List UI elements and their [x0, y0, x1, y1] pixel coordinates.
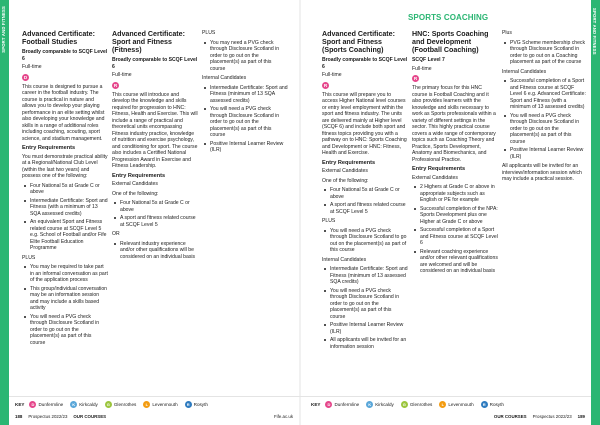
footer-left [15, 414, 106, 419]
key-badge: L [143, 401, 150, 408]
key-name: Levenmouth [448, 402, 474, 407]
internal-list [322, 266, 408, 350]
internal-list [202, 85, 288, 154]
site-link[interactable]: Fife.ac.uk [274, 414, 294, 419]
side-tab-right [591, 0, 600, 425]
footer-site [274, 414, 293, 419]
list-item: A sport and fitness related course at SCQF Level 5 [112, 215, 198, 228]
list-item: You may need a PVG check through Disclosure Scotland in order to go out on the placement(s) as part of this course [202, 40, 288, 73]
entry-text: One of the following: [322, 177, 369, 184]
list-item: Intermediate Certificate: Sport and Fitness (minimum of 13 SQA assessed credits) [202, 85, 288, 105]
campus-key-left [15, 401, 212, 408]
entry-list [412, 184, 498, 275]
key-name: Glenrothes [113, 402, 137, 407]
section-title: SPORTS COACHING [408, 13, 489, 22]
key-badge: K [366, 401, 373, 408]
key-badge: L [439, 401, 446, 408]
course-sport-fitness [112, 30, 198, 263]
entry-list [322, 187, 408, 215]
key-badge: D [325, 401, 332, 408]
entry-heading: Entry Requirements [412, 166, 466, 172]
plus-list [202, 40, 288, 73]
course-mode: Full-time [112, 72, 132, 78]
key-name: Levenmouth [152, 402, 178, 407]
course-mode: Full-time [412, 65, 432, 72]
internal-heading: Internal Candidates [202, 75, 247, 81]
list-item: Positive Internal Learner Review (ILR) [202, 141, 288, 154]
course-intro: The primary focus for this HNC course is Football Coaching and it also provides learners with the knowledge and skills necessary to work as Sports professionals within a variety of different settings in the sector. This highly practical course covers a wide range of contemporary topics such as Coaching Theory and Practice, Sports Development, Anatomy and Biomechanics, and Professional Practice. [412, 85, 496, 163]
list-item: Intermediate Certificate: Sport and Fitness (with a minimum of 13 SQA assessed credits) [22, 198, 108, 218]
campus-badge: R [413, 76, 418, 81]
or-list [112, 241, 198, 261]
course-mode: Full-time [22, 64, 42, 70]
key-badge: K [70, 401, 77, 408]
key-name: Kirkcaldy [79, 402, 98, 407]
key-item-dunfermline [29, 401, 63, 408]
campus-badge: R [113, 82, 118, 88]
entry-heading: Entry Requirements [112, 172, 166, 179]
course-sports-coaching [322, 30, 408, 353]
plus-label: Plus [502, 30, 512, 36]
course-intro: This course will prepare you to access Higher National level courses or entry level employment within the sport and fitness industry. The units are delivered mainly at Higher level (SCQF 6) and include both sport and fitness topics providing you with a pathway on to HNC: Sports Coaching and Development or HNC: Fitness, Health and Exercise. [322, 91, 407, 156]
list-item: Four National 5s at Grade C or above [22, 183, 108, 196]
campus-badge: D [23, 74, 28, 80]
list-item: Relevant coaching experience and/or other relevant qualifications are welcomed and will be considered on an individual basis [412, 249, 498, 275]
key-item-rosyth [185, 401, 208, 408]
entry-sub: External Candidates [412, 174, 458, 181]
page-footer [9, 396, 591, 425]
campus-badge: R [323, 82, 328, 88]
internal-heading: Internal Candidates [502, 68, 547, 75]
key-badge: D [29, 401, 36, 408]
list-item: Positive Internal Learner Review (ILR) [502, 147, 586, 160]
course-level: Broadly comparable to SCQF Level 6 [322, 57, 408, 70]
page-number-right: 189 [577, 414, 585, 419]
course-title: Advanced Certificate: Football Studies [22, 30, 95, 46]
internal-heading: Internal Candidates [322, 256, 367, 263]
footer-right [494, 414, 585, 419]
section-label: OUR COURSES [493, 414, 527, 419]
course-intro: This course will introduce and develop the knowledge and skills required for progression to HNC: Fitness, Health and Exercise. This will include a range of practical and theoretical units encompassing Fitness industry practice, knowledge of nutrition and exercise psychology, and conditioning for sport. The course also includes a Certified National Progression Award in Exercise and Fitness Leadership. [112, 91, 198, 169]
list-item: You will need a PVG check through Disclosure Scotland in order to go out on the placement(s) as part of this course [322, 288, 408, 321]
list-item: Intermediate Certificate: Sport and Fitness (minimum of 13 assessed SQA credits) [322, 266, 408, 286]
section-label: OUR COURSES [73, 414, 107, 419]
list-item: This group/individual conversation may be an information session and may include a skills based activity [22, 286, 108, 312]
plus-label: PLUS [322, 218, 336, 224]
list-item: You will need a PVG check through Disclosure Scotland in order to go out on the placement(s) as part of this course [502, 113, 586, 146]
plus-list [322, 228, 408, 254]
list-item: Successful completion of a Sport and Fitness course at SCQF Level 6 e.g. Advanced Certificate: Sport and Fitness (with a minimum of 13 assessed credits) [502, 78, 586, 111]
page-gutter [299, 0, 301, 425]
key-item-kirkcaldy [70, 401, 98, 408]
internal-list [502, 78, 586, 160]
closing-text: All applicants will be invited for an interview/information session which may include a practical session. [502, 163, 582, 182]
prospectus-label: Prospectus 2022/23 [28, 414, 68, 419]
list-item: Positive Internal Learner Review (ILR) [322, 322, 408, 335]
side-tab-label: SPORT AND FITNESS [1, 6, 6, 53]
course-hnc-football-coaching-continued [502, 30, 586, 186]
side-tab-left [0, 0, 9, 425]
key-badge: R [185, 401, 192, 408]
course-intro: This course is designed to pursue a career in the football industry. The course is practical in nature and allows you to develop your playing performance in an elite setting whilst also developing your knowledge and skills in a range of additional roles including coaching, scouting, sport science, and stadium management. [22, 83, 105, 142]
plus-list [22, 264, 108, 346]
key-item-glenrothes [105, 401, 136, 408]
plus-label: PLUS [202, 30, 216, 36]
course-level: Broadly comparable to SCQF Level 6 [22, 49, 108, 62]
list-item: 2 Highers at Grade C or above in appropriate subjects such as English or PE for example [412, 184, 498, 204]
course-sport-fitness-continued [202, 30, 288, 157]
prospectus-label: Prospectus 2022/23 [532, 414, 572, 419]
key-item-dunfermline [325, 401, 359, 408]
key-label: KEY [15, 402, 25, 407]
list-item: You will need a PVG check through Disclosure Scotland in order to go out on the placement(s) as part of this course [22, 314, 108, 347]
entry-list [112, 200, 198, 228]
course-football-studies [22, 30, 108, 349]
list-item: You may be required to take part in an informal conversation as part of the application process [22, 264, 108, 284]
or-label: OR [112, 231, 120, 237]
list-item: An equivalent Sport and Fitness related course at SCQF Level 5 e.g. School of Football and/or Fife Elite Football Education Programme [22, 219, 108, 252]
plus-list [502, 40, 586, 66]
course-level: Broadly comparable to SCQF Level 6 [112, 57, 198, 70]
list-item: Relevant industry experience and/or other qualifications will be considered on an individual basis [112, 241, 198, 261]
list-item: Four National 5s at Grade C or above [112, 200, 198, 213]
list-item: Successful completion of the NPA: Sports Development plus one Higher at Grade C or above [412, 206, 498, 226]
key-name: Glenrothes [409, 402, 433, 407]
key-badge: R [481, 401, 488, 408]
entry-list [22, 183, 108, 252]
list-item: PVG Scheme membership check through Disclosure Scotland in order to go out on a Coaching placement as part of the course [502, 40, 586, 66]
key-name: Rosyth [193, 402, 208, 407]
course-hnc-football-coaching [412, 30, 498, 278]
key-name: Rosyth [489, 402, 504, 407]
entry-text: One of the following: [112, 190, 159, 197]
key-item-levenmouth [439, 401, 473, 408]
page-number-left: 188 [15, 414, 23, 419]
list-item: You will need a PVG check through Disclosure Scotland in order to go out on the placement(s) as part of this course [202, 106, 288, 139]
key-name: Dunfermline [334, 402, 360, 407]
key-badge: G [402, 402, 406, 407]
course-mode: Full-time [322, 72, 342, 78]
entry-sub: External Candidates [322, 168, 368, 174]
key-label: KEY [311, 402, 321, 407]
side-tab-label: SPORT AND FITNESS [592, 8, 597, 55]
key-badge: G [106, 402, 110, 407]
list-item: All applicants will be invited for an information session [322, 337, 408, 350]
plus-label: PLUS [22, 254, 36, 261]
key-item-rosyth [481, 401, 504, 408]
list-item: Successful completion of a Sport and Fitness course at SCQF Level 6 [412, 227, 498, 247]
list-item: Four National 5s at Grade C or above [322, 187, 408, 200]
course-level: SCQF Level 7 [412, 57, 445, 63]
key-name: Dunfermline [38, 402, 64, 407]
course-title: Advanced Certificate: Sport and Fitness (Sports Coaching) [322, 30, 395, 54]
key-name: Kirkcaldy [375, 402, 394, 407]
entry-heading: Entry Requirements [22, 145, 76, 151]
key-item-levenmouth [143, 401, 177, 408]
course-title: Advanced Certificate: Sport and Fitness (Fitness) [112, 30, 185, 54]
entry-text: You must demonstrate practical ability at a Regional/National Club Level (within the last two years) and possess one of the following: [22, 153, 108, 179]
entry-heading: Entry Requirements [322, 159, 376, 166]
list-item: A sport and fitness related course at SCQF Level 5 [322, 202, 408, 215]
key-item-kirkcaldy [366, 401, 394, 408]
list-item: You will need a PVG check through Disclosure Scotland to go out on the placement(s) as part of this course [322, 228, 408, 254]
key-item-glenrothes [401, 401, 432, 408]
entry-sub: External Candidates [112, 181, 158, 187]
campus-key-right [311, 401, 508, 408]
course-title: HNC: Sports Coaching and Development (Football Coaching) [412, 30, 489, 54]
